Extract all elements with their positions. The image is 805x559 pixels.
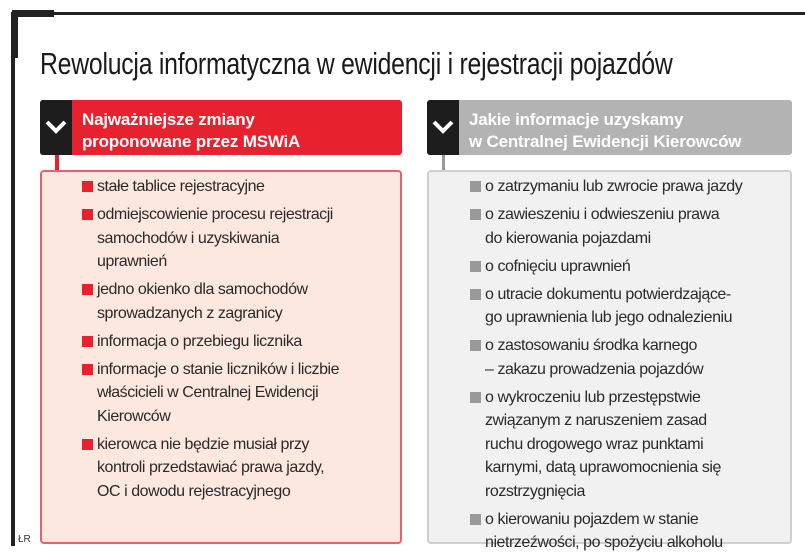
right-connector (442, 155, 445, 171)
list-item-text: jedno okienko dla samochodów sprowadzanych z zagranicy (97, 281, 308, 322)
left-panel-heading: Najważniejsze zmiany proponowane przez MSWiA (82, 110, 301, 151)
list-item (470, 203, 742, 250)
list-item (82, 330, 339, 354)
right-panel-heading: Jakie informacje uzyskamy w Centralnej Ewidencji Kierowców (469, 110, 742, 151)
list-item-text: o zastosowaniu środka karnego – zakazu prowadzenia pojazdów (485, 337, 704, 378)
author-credit: ŁR (18, 534, 31, 545)
list-item-text: o utracie dokumentu potwierdzające- go uprawnienia lub jego odnalezieniu (485, 285, 733, 326)
frame-top-rule (12, 12, 805, 15)
bullet-square-icon (470, 261, 481, 272)
list-item (82, 358, 339, 429)
bullet-square-icon (82, 284, 93, 295)
frame-corner-accent-vertical (11, 12, 18, 58)
bullet-square-icon (470, 340, 481, 351)
list-item (470, 175, 742, 199)
chevron-down-icon (432, 119, 454, 135)
bullet-square-icon (82, 336, 93, 347)
list-item-text: o kierowaniu pojazdem w stanie nietrzeźwości, po spożyciu alkoholu (485, 510, 723, 551)
bullet-square-icon (82, 209, 93, 220)
list-item (82, 433, 339, 504)
list-item (82, 203, 339, 274)
list-item-text: kierowca nie będzie musiał przy kontroli przedstawiać prawa jazdy, OC i dowodu rejestracyjnego (97, 435, 325, 500)
list-item-text: o wykroczeniu lub przestępstwie związanym z naruszeniem zasad ruchu drogowego wraz punktami karnymi, datą uprawomocnienia się rozstrzygnięcia (485, 388, 721, 500)
list-item-text: o zawieszeniu i odwieszeniu prawa do kierowania pojazdami (485, 206, 720, 247)
left-panel-header (40, 100, 402, 155)
frame-left-rule (11, 12, 15, 546)
bullet-square-icon (470, 289, 481, 300)
bullet-square-icon (82, 181, 93, 192)
right-chevron-badge (427, 100, 459, 155)
bullet-square-icon (470, 392, 481, 403)
list-item (470, 386, 742, 504)
list-item-text: o cofnięciu uprawnień (485, 257, 631, 275)
bullet-square-icon (470, 181, 481, 192)
right-panel-list (470, 175, 742, 559)
list-item (82, 278, 339, 325)
list-item-text: informacje o stanie liczników i liczbie właścicieli w Centralnej Ewidencji Kierowców (97, 360, 340, 425)
list-item-text: odmiejscowienie procesu rejestracji samochodów i uzyskiwania uprawnień (97, 206, 333, 270)
bullet-square-icon (82, 364, 93, 375)
chevron-down-icon (45, 119, 67, 135)
left-panel-list (82, 175, 339, 508)
list-item (470, 283, 742, 330)
list-item-text: o zatrzymaniu lub zwrocie prawa jazdy (485, 178, 743, 195)
list-item-text: stałe tablice rejestracyjne (97, 178, 265, 195)
list-item (82, 175, 339, 199)
list-item (470, 334, 742, 381)
bullet-square-icon (82, 439, 93, 450)
bullet-square-icon (470, 209, 481, 220)
infographic-title: Rewolucja informatyczna w ewidencji i rejestracji pojazdów (40, 46, 673, 81)
bullet-square-icon (470, 514, 481, 525)
right-panel-header (427, 100, 792, 155)
list-item-text: informacja o przebiegu licznika (97, 332, 302, 350)
left-connector (55, 155, 59, 171)
list-item (470, 508, 742, 555)
list-item (470, 255, 742, 279)
frame-corner-accent (12, 10, 54, 17)
left-chevron-badge (40, 100, 72, 155)
